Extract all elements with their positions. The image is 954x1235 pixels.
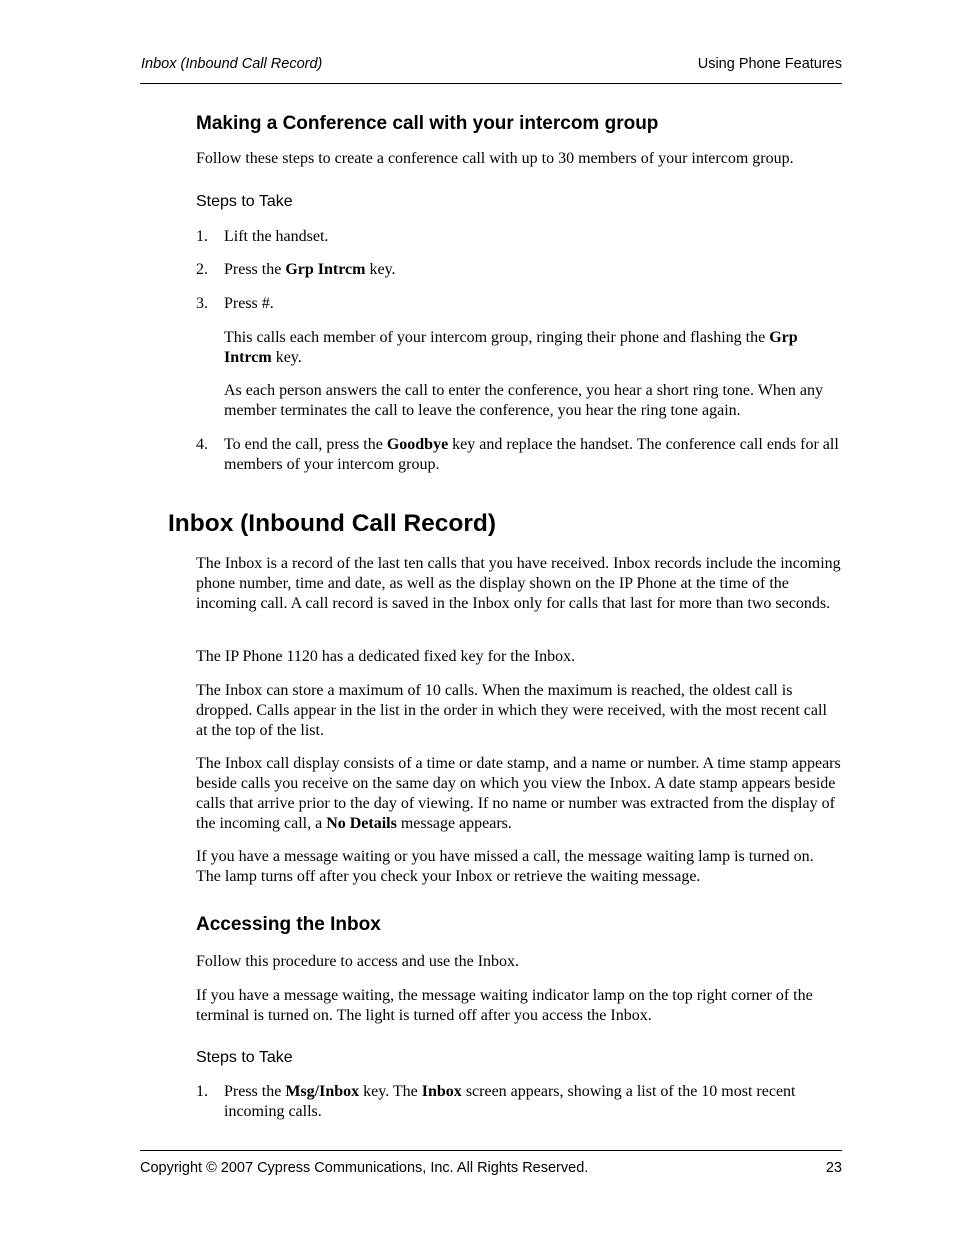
- conference-heading: Making a Conference call with your intercom group: [196, 113, 659, 134]
- step-number: 4.: [196, 436, 208, 453]
- step-text: To end the call, press the Goodbye key and replace the handset. The conference call ends for all members of your intercom group.: [224, 436, 839, 473]
- running-header-chapter: Using Phone Features: [697, 56, 842, 72]
- inbox-heading: Inbox (Inbound Call Record): [168, 510, 497, 537]
- step-number: 1.: [196, 1083, 208, 1100]
- running-header-section: Inbox (Inbound Call Record): [141, 56, 323, 72]
- step-text: Press #.: [224, 295, 274, 312]
- inbox-paragraph: If you have a message waiting or you have missed a call, the message waiting lamp is turned on. The lamp turns off after you check your Inbox or retrieve the waiting message.: [196, 848, 814, 885]
- header-rule: [140, 83, 842, 84]
- step-text: Press the Grp Intrcm key.: [224, 261, 396, 278]
- step-number: 3.: [196, 295, 208, 312]
- accessing-paragraph: If you have a message waiting, the message waiting indicator lamp on the top right corner of the terminal is turned on. The light is turned off after you access the Inbox.: [196, 987, 813, 1024]
- step-number: 1.: [196, 228, 208, 245]
- copyright-notice: Copyright © 2007 Cypress Communications, Inc. All Rights Reserved.: [140, 1160, 589, 1176]
- steps-label: Steps to Take: [196, 193, 293, 210]
- inbox-paragraph: The Inbox call display consists of a time or date stamp, and a name or number. A time stamp appears beside calls you receive on the same day on which you view the Inbox. A date stamp appears beside calls that arrive prior to the day of viewing. If no name or number was extracted from the display of the incoming call, a No Details message appears.: [196, 755, 841, 832]
- footer-rule: [140, 1150, 842, 1151]
- step-text: Lift the handset.: [224, 228, 329, 245]
- inbox-paragraph: The Inbox can store a maximum of 10 calls. When the maximum is reached, the oldest call is dropped. Calls appear in the list in the order in which they were received, with the most recent call at the top of the list.: [196, 682, 827, 739]
- accessing-paragraph: Follow this procedure to access and use the Inbox.: [196, 953, 520, 970]
- step-number: 2.: [196, 261, 208, 278]
- inbox-paragraph: The Inbox is a record of the last ten calls that you have received. Inbox records include the incoming phone number, time and date, as well as the display shown on the IP Phone at the time of the incoming call. A call record is saved in the Inbox only for calls that last for more than two seconds.: [196, 555, 841, 612]
- steps-label: Steps to Take: [196, 1049, 293, 1066]
- page-number: 23: [825, 1160, 842, 1176]
- step-note: This calls each member of your intercom group, ringing their phone and flashing the Grp Intrcm key.: [224, 329, 798, 366]
- step-text: Press the Msg/Inbox key. The Inbox screen appears, showing a list of the 10 most recent incoming calls.: [224, 1083, 796, 1120]
- conference-intro: Follow these steps to create a conference call with up to 30 members of your intercom group.: [196, 150, 794, 167]
- step-note: As each person answers the call to enter the conference, you hear a short ring tone. When any member terminates the call to leave the conference, you hear the ring tone again.: [224, 382, 824, 419]
- accessing-heading: Accessing the Inbox: [196, 914, 381, 935]
- inbox-paragraph: The IP Phone 1120 has a dedicated fixed key for the Inbox.: [196, 648, 576, 665]
